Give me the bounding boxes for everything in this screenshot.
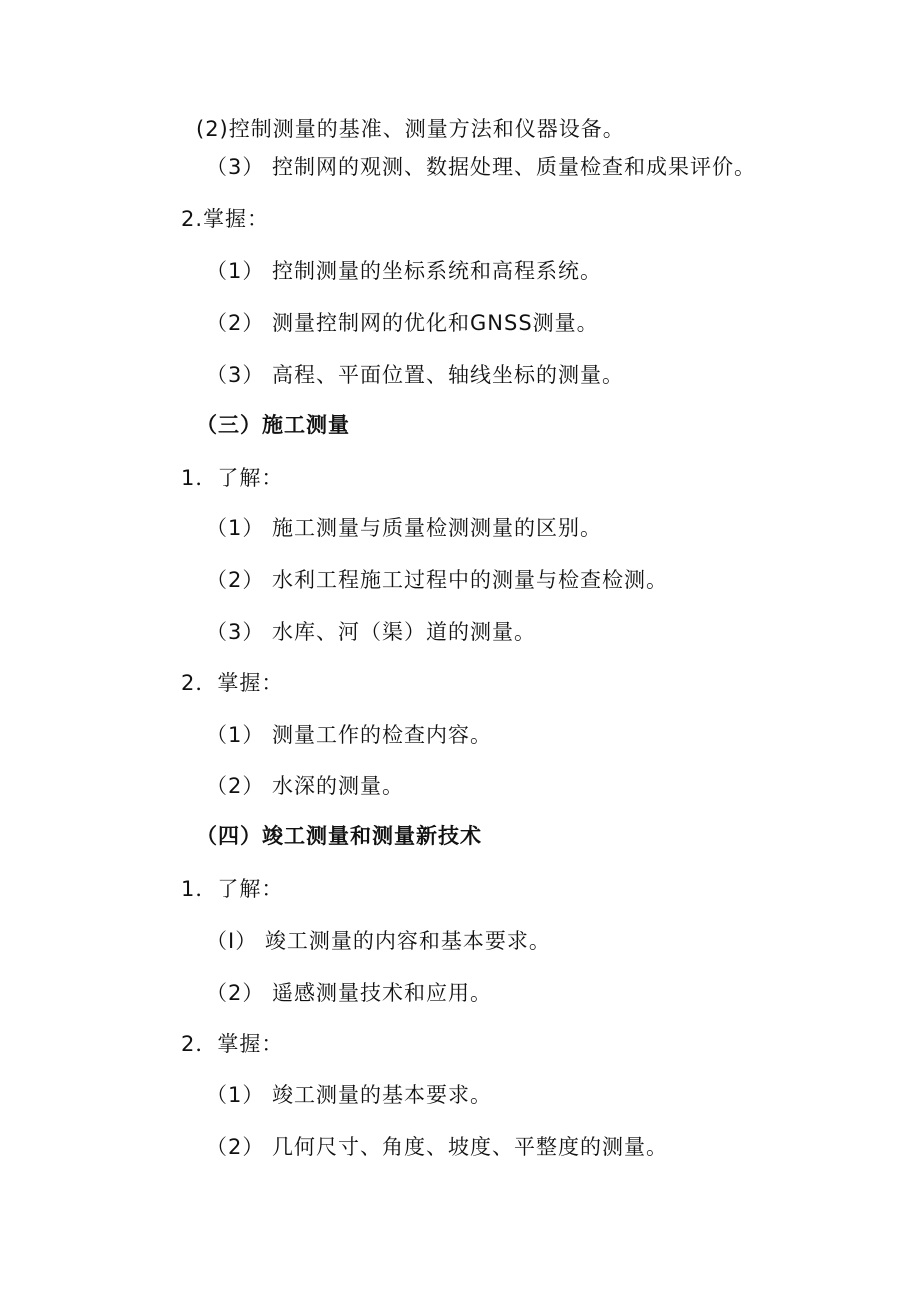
section-heading: （三）施工测量: [196, 413, 350, 437]
item-line: （I） 竣工测量的内容和基本要求。: [206, 929, 551, 953]
section-label: 1．了解：: [181, 877, 284, 901]
item-line: （3） 控制网的观测、数据处理、质量检查和成果评价。: [206, 155, 757, 179]
item-line: （2） 遥感测量技术和应用。: [206, 981, 493, 1005]
section-heading: （四）竣工测量和测量新技术: [196, 824, 482, 848]
section-label: 1．了解：: [181, 466, 284, 490]
item-line: （1） 竣工测量的基本要求。: [206, 1083, 493, 1107]
item-line: （1） 测量工作的检查内容。: [206, 723, 493, 747]
item-line: （1） 施工测量与质量检测测量的区别。: [206, 516, 603, 540]
item-line: （2） 几何尺寸、角度、坡度、平整度的测量。: [206, 1135, 669, 1159]
item-line: （3） 高程、平面位置、轴线坐标的测量。: [206, 363, 625, 387]
item-line: （1） 控制测量的坐标系统和高程系统。: [206, 259, 603, 283]
item-line: （2） 测量控制网的优化和GNSS测量。: [206, 311, 599, 335]
item-line: （3） 水库、河（渠）道的测量。: [206, 620, 537, 644]
item-line: (2)控制测量的基准、测量方法和仪器设备。: [196, 117, 625, 141]
section-label: 2．掌握：: [181, 671, 284, 695]
item-line: （2） 水利工程施工过程中的测量与检查检测。: [206, 568, 669, 592]
item-line: （2） 水深的测量。: [206, 774, 405, 798]
section-label: 2．掌握：: [181, 1032, 284, 1056]
section-label: 2.掌握：: [181, 207, 270, 231]
